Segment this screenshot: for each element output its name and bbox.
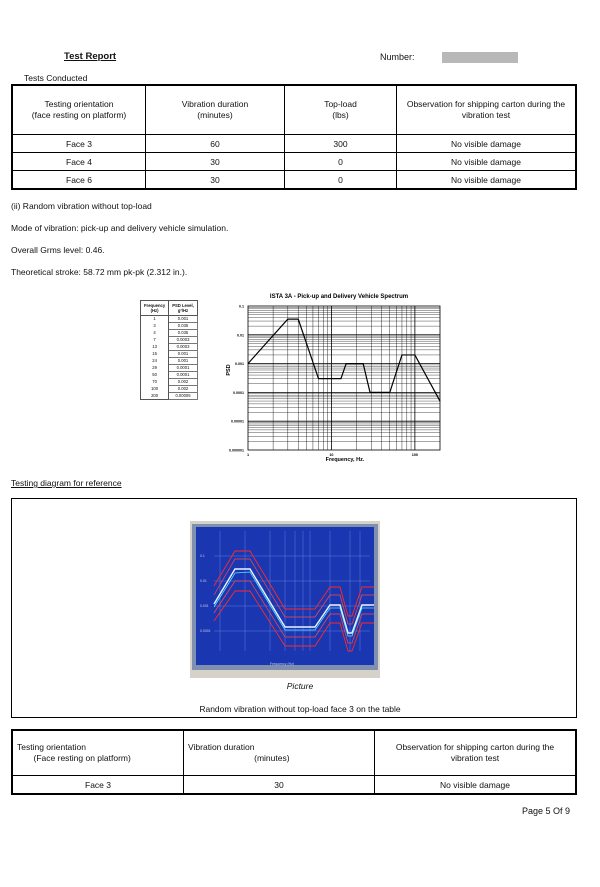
chart-y-tick-label: 0.1 [239, 304, 244, 309]
chart-xlabel: Frequency, Hz. [325, 457, 365, 463]
chart-y-tick-label: 0.001 [235, 362, 244, 367]
table-cell: No visible damage [397, 171, 577, 190]
header-cell: Testing orientation (face resting on platform) [12, 85, 146, 135]
table-row [12, 153, 576, 171]
chart-y-tick-label: 0.0001 [233, 390, 244, 395]
page-number: Page 5 Of 9 [522, 806, 571, 816]
table-cell: Face 4 [12, 153, 146, 171]
header-cell: Observation for shipping carton during the vibration test [397, 85, 577, 135]
psd-level-cell: 0.002 [169, 386, 198, 393]
table-cell: 30 [184, 776, 375, 795]
svg-text:Frequency (Hz): Frequency (Hz) [270, 662, 295, 666]
svg-text:0.0001: 0.0001 [200, 629, 211, 633]
psd-frequency-cell: 200 [141, 393, 169, 400]
paragraph-mode: Mode of vibration: pick-up and delivery vehicle simulation. [11, 223, 229, 233]
svg-text:0.1: 0.1 [200, 554, 205, 558]
psd-frequency-cell: 4 [141, 330, 169, 337]
paragraph-random-vibration: (ii) Random vibration without top-load [11, 201, 152, 211]
psd-table-row [141, 393, 198, 400]
psd-level-cell: 0.035 [169, 330, 198, 337]
paragraph-stroke: Theoretical stroke: 58.72 mm pk-pk (2.312 in.). [11, 267, 188, 277]
psd-level-cell: 0.0001 [169, 365, 198, 372]
vibration-screen-image [190, 521, 380, 678]
psd-frequency-cell: 3 [141, 323, 169, 330]
psd-frequency-cell: 50 [141, 372, 169, 379]
table-cell: Face 3 [12, 135, 146, 153]
chart-title: ISTA 3A - Pick-up and Delivery Vehicle Spectrum [269, 294, 409, 300]
picture-label: Picture [286, 681, 314, 691]
header-cell: Observation for shipping carton during the vibration test [375, 730, 577, 776]
number-label: Number: [380, 52, 415, 62]
psd-frequency-cell: 100 [141, 386, 169, 393]
psd-level-cell: 0.0003 [169, 344, 198, 351]
psd-level-cell: 0.001 [169, 358, 198, 365]
chart-x-tick-label: 10 [329, 453, 334, 457]
table-cell: No visible damage [397, 135, 577, 153]
psd-level-cell: 0.002 [169, 379, 198, 386]
results-table [11, 729, 577, 795]
psd-level-cell: 0.001 [169, 316, 198, 323]
table-cell: Face 3 [12, 776, 184, 795]
table-row [12, 171, 576, 190]
psd-table-row [141, 365, 198, 372]
report-title: Test Report [64, 51, 117, 62]
psd-header-cell: PSD Level, g²/Hz [169, 301, 198, 316]
psd-table-row [141, 372, 198, 379]
psd-table-row [141, 379, 198, 386]
psd-frequency-cell: 24 [141, 358, 169, 365]
psd-table-row [141, 351, 198, 358]
psd-table-row [141, 358, 198, 365]
svg-text:0.001: 0.001 [200, 604, 209, 608]
psd-frequency-cell: 7 [141, 337, 169, 344]
svg-text:0.01: 0.01 [200, 579, 207, 583]
table-header-row [12, 730, 576, 776]
table-cell: 30 [146, 153, 285, 171]
psd-frequency-cell: 13 [141, 344, 169, 351]
chart-y-tick-label: 0.00001 [231, 419, 244, 424]
psd-level-cell: 0.0001 [169, 372, 198, 379]
table-cell: 300 [285, 135, 397, 153]
psd-level-cell: 0.035 [169, 323, 198, 330]
psd-table-row [141, 337, 198, 344]
tests-table [11, 84, 577, 190]
section-title: Tests Conducted [24, 73, 88, 83]
table-cell: Face 6 [12, 171, 146, 190]
chart-grid [248, 306, 440, 450]
table-cell: 0 [285, 153, 397, 171]
psd-frequency-cell: 29 [141, 365, 169, 372]
table-row [12, 135, 576, 153]
table-cell: 60 [146, 135, 285, 153]
psd-level-cell: 0.0003 [169, 337, 198, 344]
psd-table-row [141, 316, 198, 323]
psd-table-row [141, 323, 198, 330]
header-cell: Vibration duration (minutes) [146, 85, 285, 135]
header-cell: Vibration duration (minutes) [184, 730, 375, 776]
table-cell: No visible damage [375, 776, 577, 795]
psd-table-row [141, 386, 198, 393]
psd-table-row [141, 330, 198, 337]
redacted-number [442, 52, 518, 63]
chart-ylabel: PSD [226, 364, 232, 376]
table-cell: 30 [146, 171, 285, 190]
table-row [12, 776, 576, 795]
table-cell: No visible damage [397, 153, 577, 171]
psd-frequency-cell: 70 [141, 379, 169, 386]
table-header-row [12, 85, 576, 135]
chart-x-tick-label: 1 [246, 453, 250, 457]
psd-level-cell: 0.00005 [169, 393, 198, 400]
psd-level-cell: 0.001 [169, 351, 198, 358]
header-cell: Testing orientation (Face resting on platform) [12, 730, 184, 776]
psd-frequency-cell: 1 [141, 316, 169, 323]
psd-frequency-cell: 15 [141, 351, 169, 358]
psd-table-row [141, 344, 198, 351]
psd-spectrum-chart [222, 288, 446, 466]
header-cell: Top-load (lbs) [285, 85, 397, 135]
chart-y-tick-label: 0.01 [237, 333, 244, 338]
diagram-link[interactable]: Testing diagram for reference [11, 478, 122, 488]
psd-table [140, 300, 198, 400]
table-cell: 0 [285, 171, 397, 190]
chart-y-tick-label: 0.000001 [229, 448, 244, 453]
chart-x-tick-label: 100 [411, 453, 419, 457]
psd-table-header [141, 301, 198, 316]
diagram-caption: Random vibration without top-load face 3 on the table [199, 704, 401, 714]
vibration-photo [190, 521, 380, 678]
paragraph-grms: Overall Grms level: 0.46. [11, 245, 105, 255]
psd-header-cell: Frequency (Hz) [141, 301, 169, 316]
